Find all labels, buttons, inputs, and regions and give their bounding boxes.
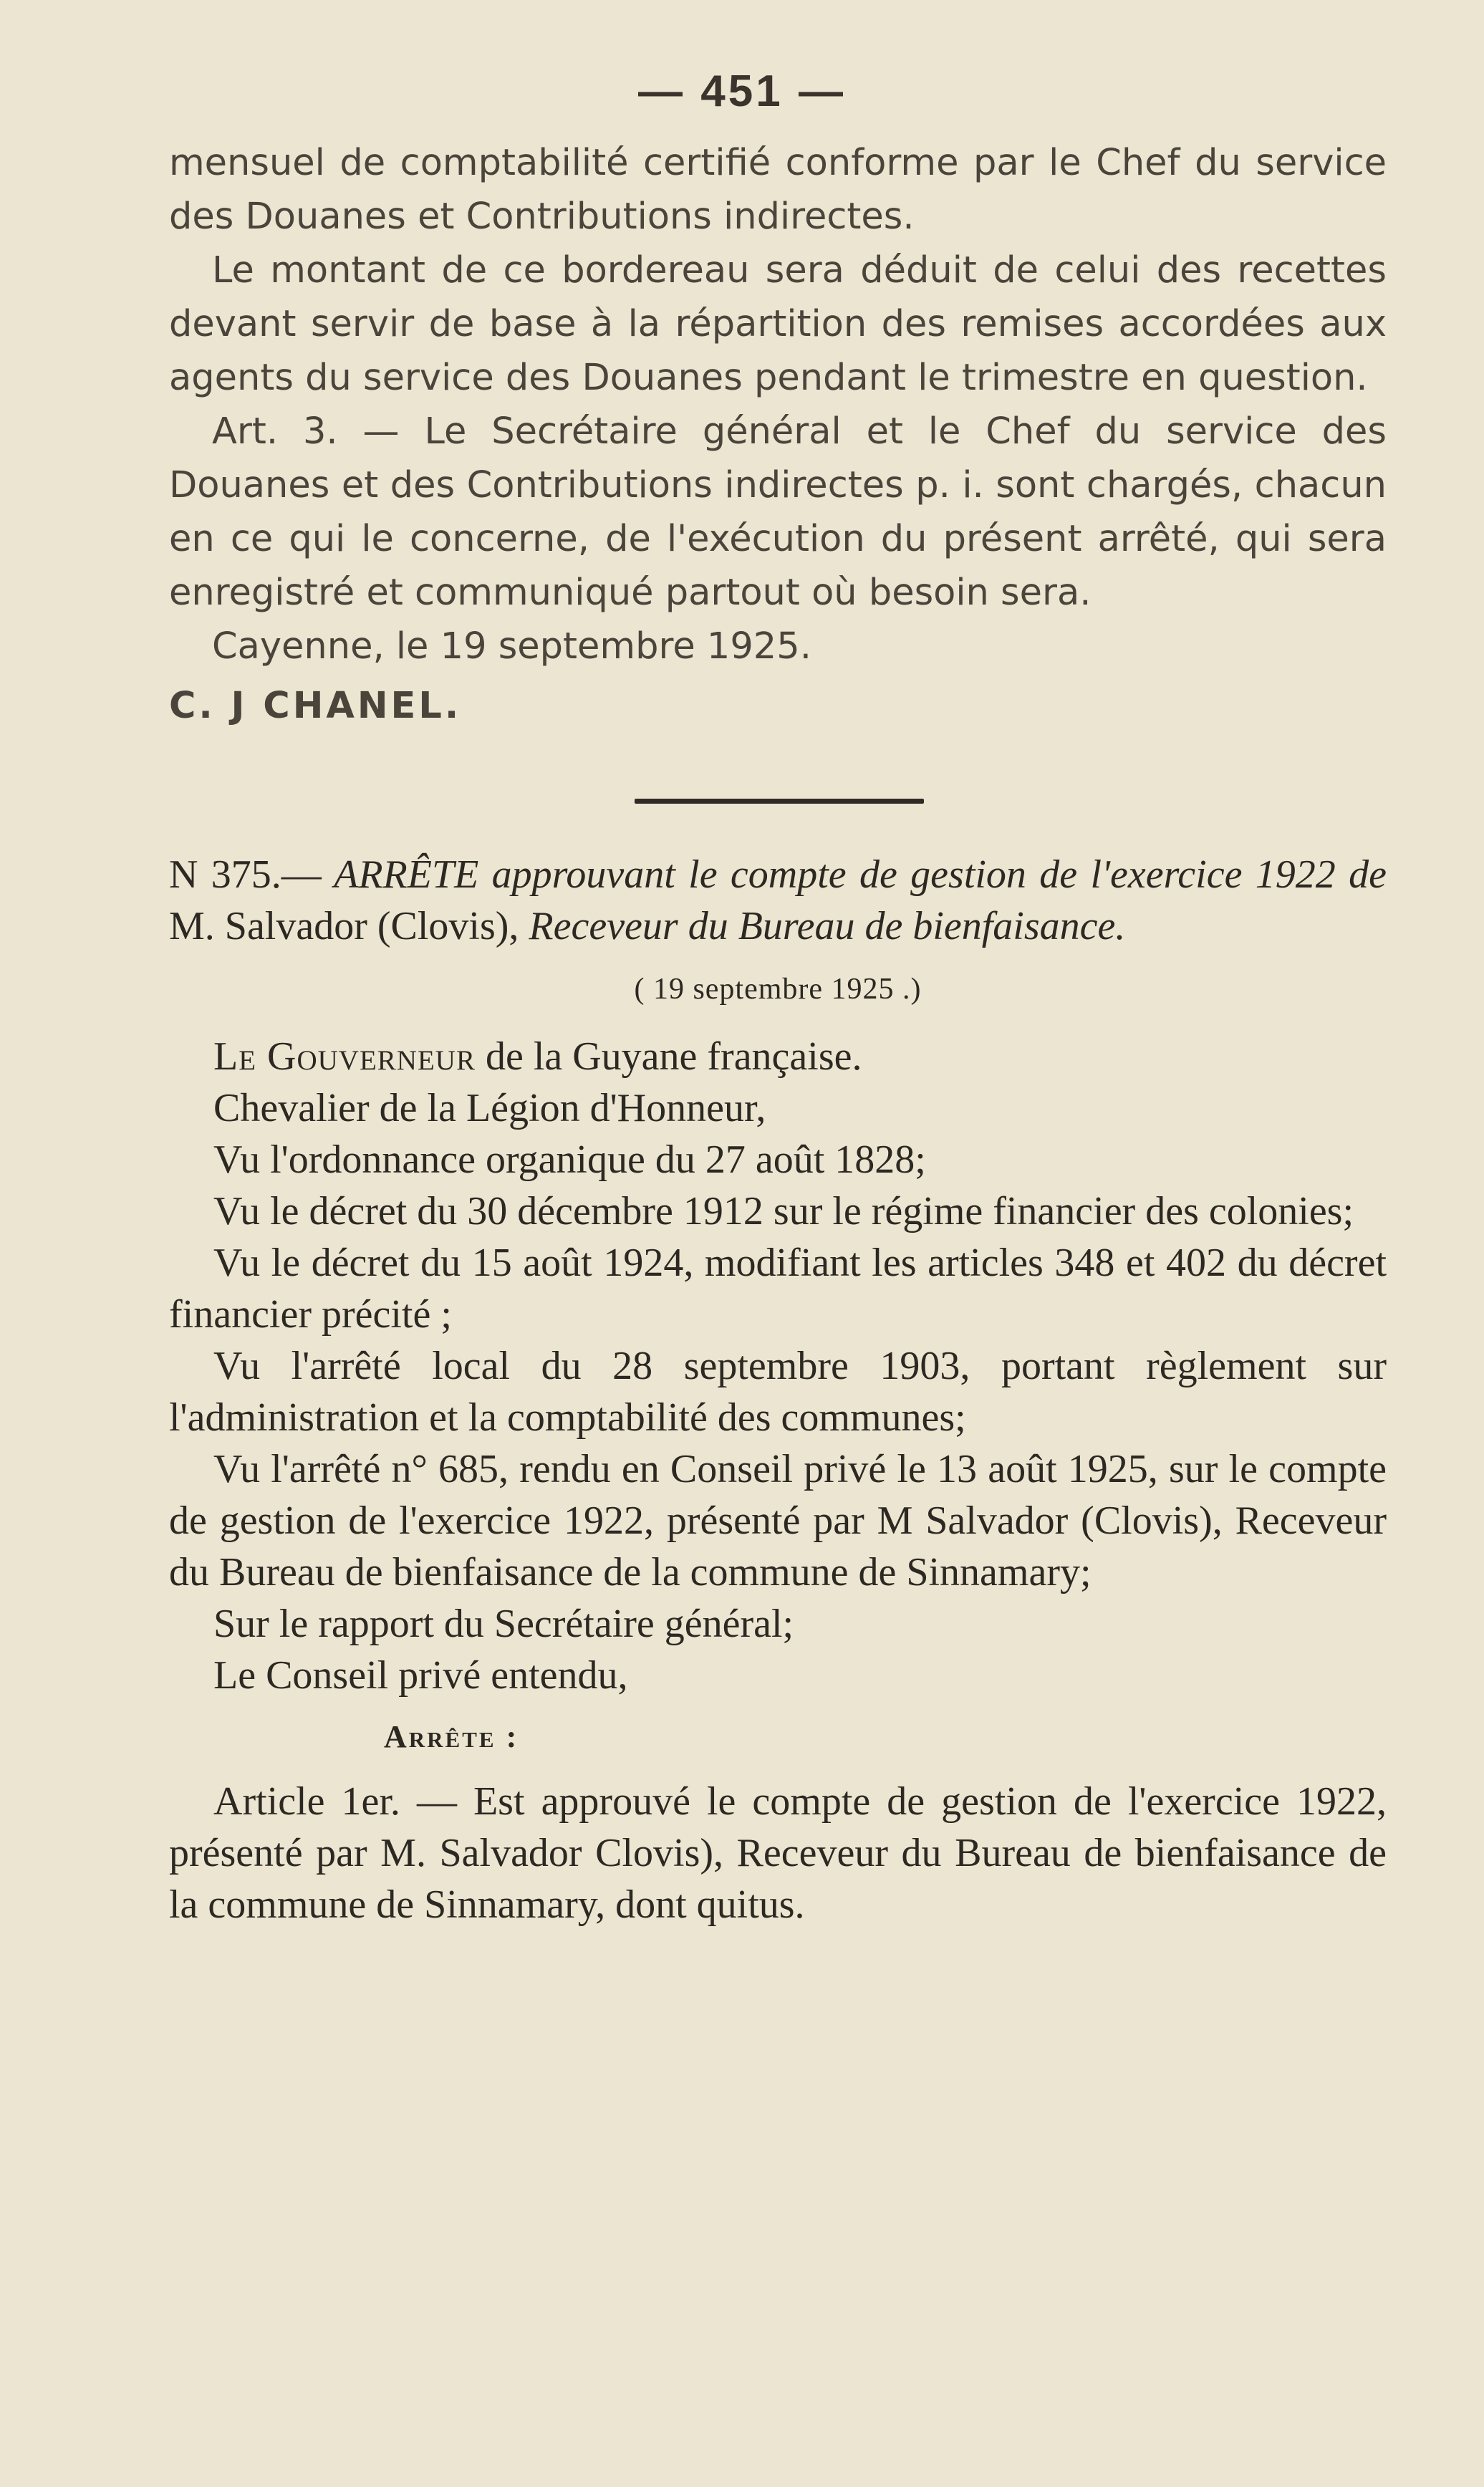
decree-375 <box>169 849 1387 1930</box>
considerant: Vu le décret du 30 décembre 1912 sur le régime financier des colonies; <box>213 1189 1354 1233</box>
paragraph: mensuel de comptabilité certifié conforme par le Chef du service des Douanes et Contributions indirectes. <box>169 142 1387 238</box>
chevalier-line: Chevalier de la Légion d'Honneur, <box>213 1086 766 1130</box>
decree-date: ( 19 septembre 1925 .) <box>634 973 922 1006</box>
paragraph: Le montant de ce bordereau sera déduit de celui des recettes devant servir de base à la répartition des remises accordées aux agents du service des Douanes pendant le trimestre en question. <box>169 249 1387 399</box>
article-1: Article 1er. — Est approuvé le compte de gestion de l'exercice 1922, présenté par M. Salvador Clovis), Receveur du Bureau de bienfaisance de la commune de Sinnamary, dont quitus. <box>169 1779 1387 1927</box>
section-divider <box>635 799 924 804</box>
page-number: — 451 — <box>638 67 846 116</box>
governor-line <box>169 1031 1387 1082</box>
considerant: Vu l'arrêté local du 28 septembre 1903, portant règlement sur l'administration et la comptabilité des communes; <box>169 1344 1387 1440</box>
paragraph-article-3: Art. 3. — Le Secrétaire général et le Chef du service des Douanes et des Contributions indirectes p. i. sont chargés, chacun en ce qui le concerne, de l'exécution du présent arrêté, qui sera enregistré et communiqué partout où besoin sera. <box>169 410 1387 614</box>
place-date: Cayenne, le 19 septembre 1925. <box>212 625 811 668</box>
conseil-line: Le Conseil privé entendu, <box>213 1653 628 1698</box>
governor-territory: de la Guyane française. <box>485 1034 862 1079</box>
signature: C. J CHANEL. <box>169 685 462 727</box>
decree-title-part2: Receveur du Bureau de bienfaisance. <box>529 904 1126 948</box>
governor-title: Le Gouverneur <box>213 1034 476 1079</box>
decree-title-name: M. Salvador (Clovis), <box>169 904 519 948</box>
arrete-heading: Arrête : <box>384 1719 519 1754</box>
considerant: Vu l'ordonnance organique du 27 août 1828; <box>213 1137 926 1182</box>
decree-title-part1: ARRÊTE approuvant le compte de gestion de l'exercice 1922 de <box>334 852 1387 897</box>
decree-number: N 375.— <box>169 852 322 897</box>
considerant: Vu le décret du 15 août 1924, modifiant les articles 348 et 402 du décret financier précité ; <box>169 1241 1387 1337</box>
considerant: Sur le rapport du Secrétaire général; <box>213 1602 794 1646</box>
decree-title <box>169 849 1387 952</box>
previous-decree-continuation <box>169 136 1387 733</box>
considerant: Vu l'arrêté n° 685, rendu en Conseil privé le 13 août 1925, sur le compte de gestion de l'exercice 1922, présenté par M Salvador (Clovis), Receveur du Bureau de bienfaisance de la commune de Sinnamary; <box>169 1447 1387 1594</box>
